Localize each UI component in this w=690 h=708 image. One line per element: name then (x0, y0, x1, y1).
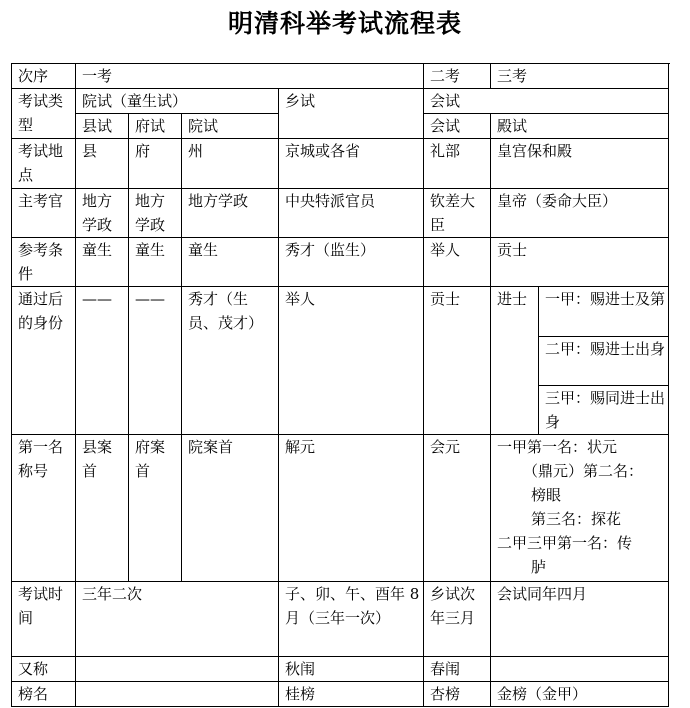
eligibility-dian: 贡士 (491, 238, 669, 287)
label-place: 考试地点 (12, 139, 76, 188)
exam-flow-table (11, 63, 669, 707)
label-type: 考试类型 (12, 89, 76, 139)
time-xiang: 子、卯、午、酉年 8 月（三年一次） (279, 582, 424, 656)
type-yuanshi-sub: 院试 (182, 114, 279, 139)
examiner-fu: 地方学政 (129, 188, 182, 237)
first-title-dian-line2: （鼎元）第二名： (523, 462, 644, 481)
examiner-xian: 地方学政 (76, 188, 129, 237)
eligibility-hui: 举人 (424, 238, 491, 287)
order-second: 二考 (424, 64, 491, 89)
time-yuan: 三年二次 (76, 582, 279, 656)
first-title-dian-line1: 一甲第一名：状元 (497, 438, 618, 457)
row-list (12, 681, 669, 706)
first-title-xian: 县案首 (76, 435, 129, 582)
first-title-dian-line5: 二甲三甲第一名：传 (497, 534, 633, 553)
first-title-dian-line3: 榜眼 (531, 486, 562, 505)
place-xiang: 京城或各省 (279, 139, 424, 188)
first-title-dian-line6: 胪 (531, 558, 547, 577)
eligibility-zhou: 童生 (182, 238, 279, 287)
examiner-zhou: 地方学政 (182, 188, 279, 237)
time-dian: 会试同年四月 (491, 582, 669, 656)
time-hui: 乡试次年三月 (424, 582, 491, 656)
type-huishi: 会试 (424, 114, 491, 139)
order-first: 一考 (76, 64, 424, 89)
label-eligibility: 参考条件 (12, 238, 76, 287)
type-fushi: 府试 (129, 114, 182, 139)
type-xianshi: 县试 (76, 114, 129, 139)
place-dian: 皇宫保和殿 (491, 139, 669, 188)
identity-jia2: 二甲：赐进士出身 (539, 336, 669, 385)
type-xiangshi: 乡试 (279, 89, 424, 139)
list-dian: 金榜（金甲） (491, 681, 669, 706)
first-title-xiang: 解元 (279, 435, 424, 582)
row-time (12, 582, 669, 656)
identity-jia3: 三甲：赐同进士出身 (539, 385, 669, 434)
label-first-title: 第一名称号 (12, 435, 76, 582)
row-first-title (12, 435, 669, 582)
identity-xian: —— (76, 287, 129, 435)
first-title-hui: 会元 (424, 435, 491, 582)
alias-xiang: 秋闱 (279, 656, 424, 681)
identity-fu: —— (129, 287, 182, 435)
type-dianshi: 殿试 (491, 114, 669, 139)
first-title-dian (491, 435, 669, 582)
identity-dian: 进士 (491, 287, 539, 435)
alias-hui: 春闱 (424, 656, 491, 681)
list-hui: 杏榜 (424, 681, 491, 706)
alias-dian (491, 656, 669, 681)
row-examiner (12, 188, 669, 237)
first-title-zhou: 院案首 (182, 435, 279, 582)
label-identity: 通过后的身份 (12, 287, 76, 435)
type-yuanshi: 院试（童生试） (76, 89, 279, 114)
identity-hui: 贡士 (424, 287, 491, 435)
label-time: 考试时间 (12, 582, 76, 656)
place-zhou: 州 (182, 139, 279, 188)
row-place (12, 139, 669, 188)
row-eligibility (12, 238, 669, 287)
place-hui: 礼部 (424, 139, 491, 188)
page-title: 明清科举考试流程表 (227, 9, 462, 38)
first-title-fu: 府案首 (129, 435, 182, 582)
alias-yuan (76, 656, 279, 681)
row-alias (12, 656, 669, 681)
examiner-hui: 钦差大臣 (424, 188, 491, 237)
row-identity (12, 287, 669, 336)
eligibility-xiang: 秀才（监生） (279, 238, 424, 287)
eligibility-fu: 童生 (129, 238, 182, 287)
first-title-dian-line4: 第三名：探花 (531, 510, 622, 529)
examiner-dian: 皇帝（委命大臣） (491, 188, 669, 237)
place-xian: 县 (76, 139, 129, 188)
list-yuan (76, 681, 279, 706)
label-order: 次序 (12, 64, 76, 89)
row-order (12, 64, 669, 89)
list-xiang: 桂榜 (279, 681, 424, 706)
identity-jia1: 一甲：赐进士及第 (539, 287, 669, 336)
label-alias: 又称 (12, 656, 76, 681)
identity-zhou: 秀才（生员、茂才） (182, 287, 279, 435)
type-huishi-group: 会试 (424, 89, 669, 114)
examiner-xiang: 中央特派官员 (279, 188, 424, 237)
place-fu: 府 (129, 139, 182, 188)
identity-xiang: 举人 (279, 287, 424, 435)
order-third: 三考 (491, 64, 669, 89)
label-list: 榜名 (12, 681, 76, 706)
row-type (12, 89, 669, 114)
label-examiner: 主考官 (12, 188, 76, 237)
eligibility-xian: 童生 (76, 238, 129, 287)
